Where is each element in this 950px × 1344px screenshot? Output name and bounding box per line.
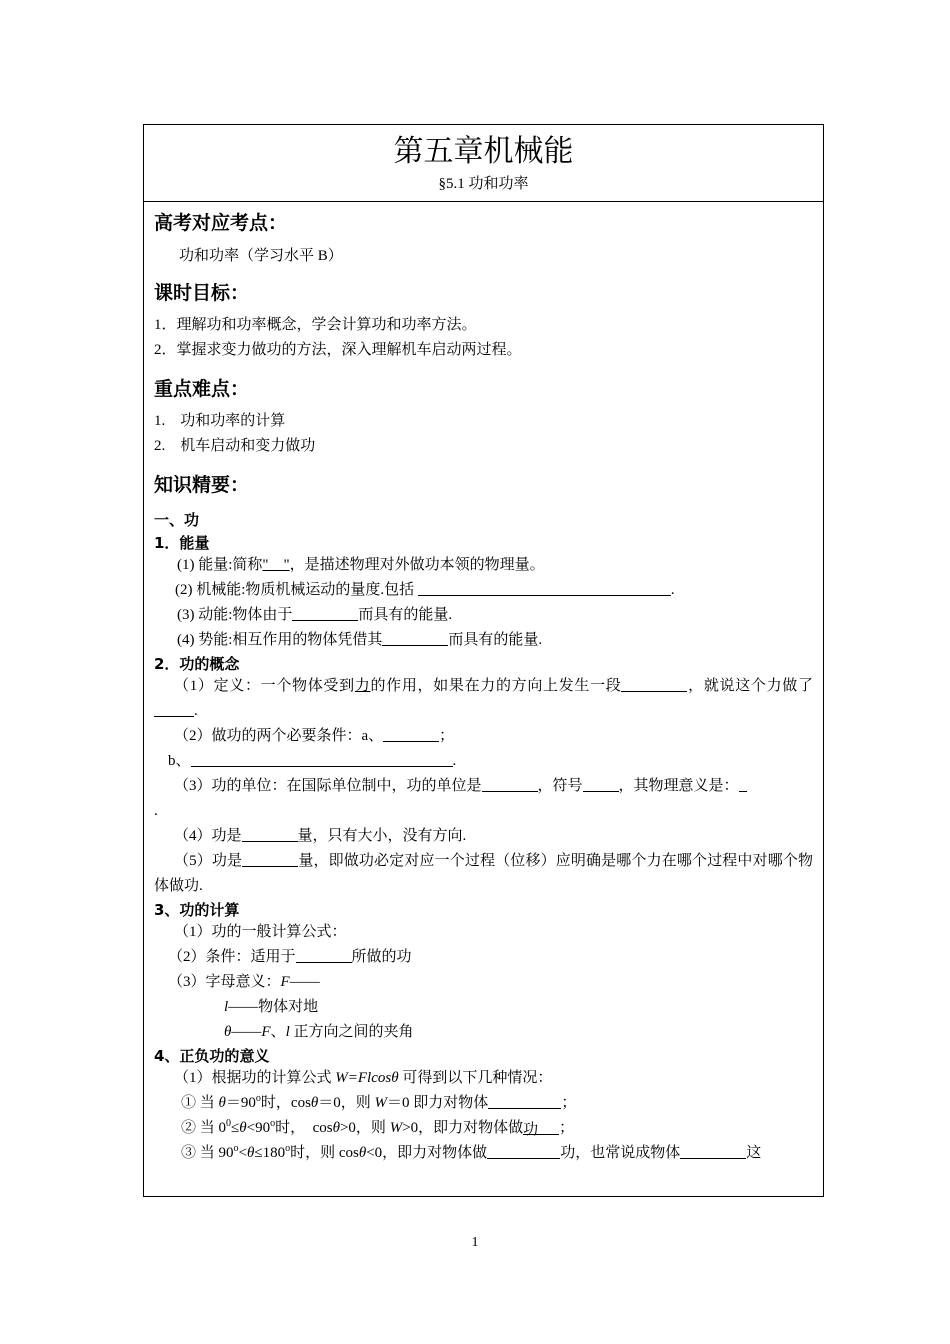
calc-heading: 3、功的计算 <box>154 901 240 919</box>
definition-paragraph: （1）定义：一个物体受到力的作用，如果在力的方向上发生一段 ，就说这个力做了. <box>154 674 813 724</box>
blank[interactable] <box>739 775 747 792</box>
blank[interactable] <box>621 675 687 692</box>
calc-line-2: （2）条件：适用于 所做的功 <box>154 945 813 970</box>
blank[interactable] <box>583 775 619 792</box>
section-work-heading: 一、功 <box>154 511 200 529</box>
sign-line-1: （1）根据功的计算公式 W=Flcosθ 可得到以下几种情况： <box>174 1070 553 1086</box>
case-negative-work: ③ 当 $90^o<\theta\le 180^o$时，则 cosθ<0，即力对物体做 功，也常说成物体 这 <box>181 1143 762 1161</box>
condition-line-a: （2）做功的两个必要条件：a、 ； <box>154 724 813 749</box>
process-paragraph: （5）功是 量，即做功必定对应一个过程（位移）应明确是哪个力在哪个过程中对哪个物体做功. <box>154 849 813 899</box>
blank[interactable] <box>296 946 352 963</box>
chapter-title: 第五章机械能 <box>393 135 574 168</box>
energy-line-1: (1) 能量:简称" "，是描述物理对外做功本领的物理量。 <box>177 557 545 573</box>
blank[interactable] <box>487 1142 560 1159</box>
energy-line-2: (2) 机械能:物质机械运动的量度.包括 . <box>154 578 813 603</box>
blank[interactable] <box>488 1092 561 1109</box>
blank[interactable] <box>242 825 298 842</box>
energy-line-3: (3) 动能:物体由于 而具有的能量. <box>154 603 813 628</box>
case-zero-work: ① 当 $\theta=90^o$时，cosθ＝0，则 W＝0 即力对物体 ； <box>181 1093 577 1111</box>
objective-item: 2．掌握求变力做功的方法，深入理解机车启动两过程。 <box>154 342 522 358</box>
blank[interactable] <box>382 629 448 646</box>
blank[interactable] <box>242 850 298 867</box>
key-point-item: 2. 机车启动和变力做功 <box>154 438 316 454</box>
key-points-heading: 重点难点： <box>154 378 250 400</box>
knowledge-heading: 知识精要： <box>154 474 250 496</box>
worksheet-frame <box>143 124 824 1197</box>
objectives-heading: 课时目标： <box>154 282 250 304</box>
calc-line-1: （1）功的一般计算公式： <box>174 924 347 940</box>
case-positive-work: ② 当 $0^0\le\theta<90^o$时， cosθ>0，则 W>0，即力对物体做功 ； <box>181 1118 575 1138</box>
section-title: §5.1 功和功率 <box>438 176 529 192</box>
blank[interactable] <box>292 604 358 621</box>
page-number: 1 <box>471 1235 479 1250</box>
title-block <box>144 125 823 202</box>
calc-line-5: θ——F、l 正方向之间的夹角 <box>224 1024 414 1040</box>
objective-item: 1．理解功和功率概念，学会计算功和功率方法。 <box>154 317 477 333</box>
exam-point-item: 功和功率（学习水平 B） <box>179 248 343 264</box>
energy-line-4: (4) 势能:相互作用的物体凭借其 而具有的能量. <box>154 628 813 653</box>
blank[interactable] <box>680 1142 746 1159</box>
sign-heading: 4、正负功的意义 <box>154 1047 270 1065</box>
blank[interactable] <box>191 750 453 767</box>
unit-paragraph: （3）功的单位：在国际单位制中，功的单位是 ，符号 ，其物理意义是： . <box>154 774 813 824</box>
blank[interactable]: 功 <box>523 1118 559 1135</box>
concept-heading: 2．功的概念 <box>154 655 240 673</box>
scalar-line: （4）功是 量，只有大小，没有方向. <box>154 824 813 849</box>
blank[interactable] <box>482 775 538 792</box>
blank[interactable] <box>383 725 439 742</box>
exam-points-heading: 高考对应考点： <box>154 212 288 234</box>
blank[interactable]: " " <box>262 557 290 573</box>
key-point-item: 1. 功和功率的计算 <box>154 413 286 429</box>
blank[interactable] <box>418 579 671 596</box>
content-area <box>144 202 823 1166</box>
energy-heading: 1．能量 <box>154 534 210 552</box>
blank[interactable] <box>154 700 194 717</box>
calc-line-3: （3）字母意义：F—— <box>168 974 320 990</box>
calc-line-4: l——物体对地 <box>224 999 319 1015</box>
condition-line-b: b、 . <box>154 749 813 774</box>
